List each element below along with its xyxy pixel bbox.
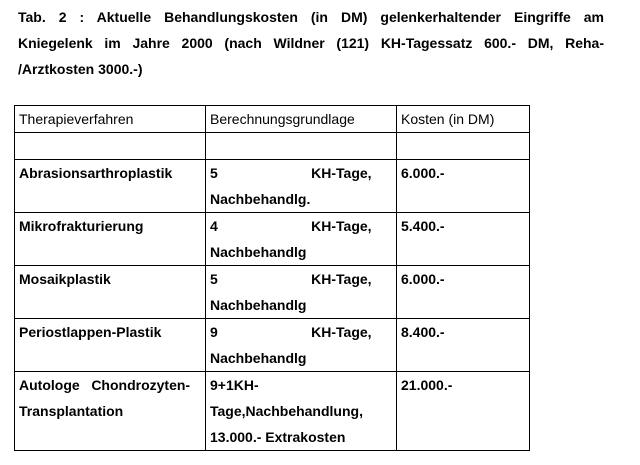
cost-cell: 6.000.-: [397, 160, 530, 213]
header-cost: Kosten (in DM): [397, 106, 530, 133]
basis-cell: [206, 160, 397, 213]
basis-text: 9+1KH-: [210, 377, 259, 393]
table-row: [15, 160, 530, 213]
table-cell: [397, 133, 530, 160]
basis-text: Nachbehandlg: [210, 297, 307, 313]
therapy-cell: [15, 213, 206, 266]
table-caption: [18, 4, 604, 82]
basis-cell: [206, 372, 397, 451]
basis-text: 5 KH-Tage,: [210, 271, 372, 287]
table-row: [15, 213, 530, 266]
basis-cell: [206, 319, 397, 372]
cost-cell: 8.400.-: [397, 319, 530, 372]
therapy-text: Mosaikplastik: [19, 271, 111, 287]
header-basis: Berechnungsgrundlage: [206, 106, 397, 133]
cost-cell: 6.000.-: [397, 266, 530, 319]
basis-text: Nachbehandlg: [210, 244, 307, 260]
table-row: [15, 319, 530, 372]
therapy-cell: [15, 266, 206, 319]
table-cell: [206, 133, 397, 160]
table-cell: [15, 133, 206, 160]
therapy-cell: [15, 160, 206, 213]
basis-text: 9 KH-Tage,: [210, 324, 372, 340]
header-therapy: Therapieverfahren: [15, 106, 206, 133]
therapy-cell: [15, 319, 206, 372]
basis-cell: [206, 266, 397, 319]
therapy-text: Transplantation: [19, 403, 124, 419]
cost-table: [14, 105, 530, 451]
table-row: [15, 266, 530, 319]
therapy-cell: [15, 372, 206, 451]
basis-text: Nachbehandlg: [210, 350, 307, 366]
cost-cell: 5.400.-: [397, 213, 530, 266]
table-row: [15, 372, 530, 451]
therapy-text: Abrasionsarthroplastik: [19, 165, 173, 181]
basis-text: 13.000.- Extrakosten: [210, 429, 346, 445]
basis-text: 4 KH-Tage,: [210, 218, 372, 234]
therapy-text: Mikrofrakturierung: [19, 218, 144, 234]
therapy-text: Autologe Chondrozyten-: [19, 377, 191, 393]
table-empty-row: [15, 133, 530, 160]
basis-cell: [206, 213, 397, 266]
basis-text: Nachbehandlg.: [210, 191, 311, 207]
table-header-row: [15, 106, 530, 133]
therapy-text: Periostlappen-Plastik: [19, 324, 162, 340]
caption-line-1: Tab. 2 : Aktuelle Behandlungskosten (in DM) gelenkerhaltender Eingriffe am: [18, 9, 604, 25]
basis-text: 5 KH-Tage,: [210, 165, 372, 181]
caption-line-3: /Arztkosten 3000.-): [18, 61, 143, 77]
caption-line-2: Kniegelenk im Jahre 2000 (nach Wildner (121) KH-Tagessatz 600.- DM, Reha-: [18, 35, 604, 51]
cost-cell: 21.000.-: [397, 372, 530, 451]
basis-text: Tage,Nachbehandlung,: [210, 403, 363, 419]
